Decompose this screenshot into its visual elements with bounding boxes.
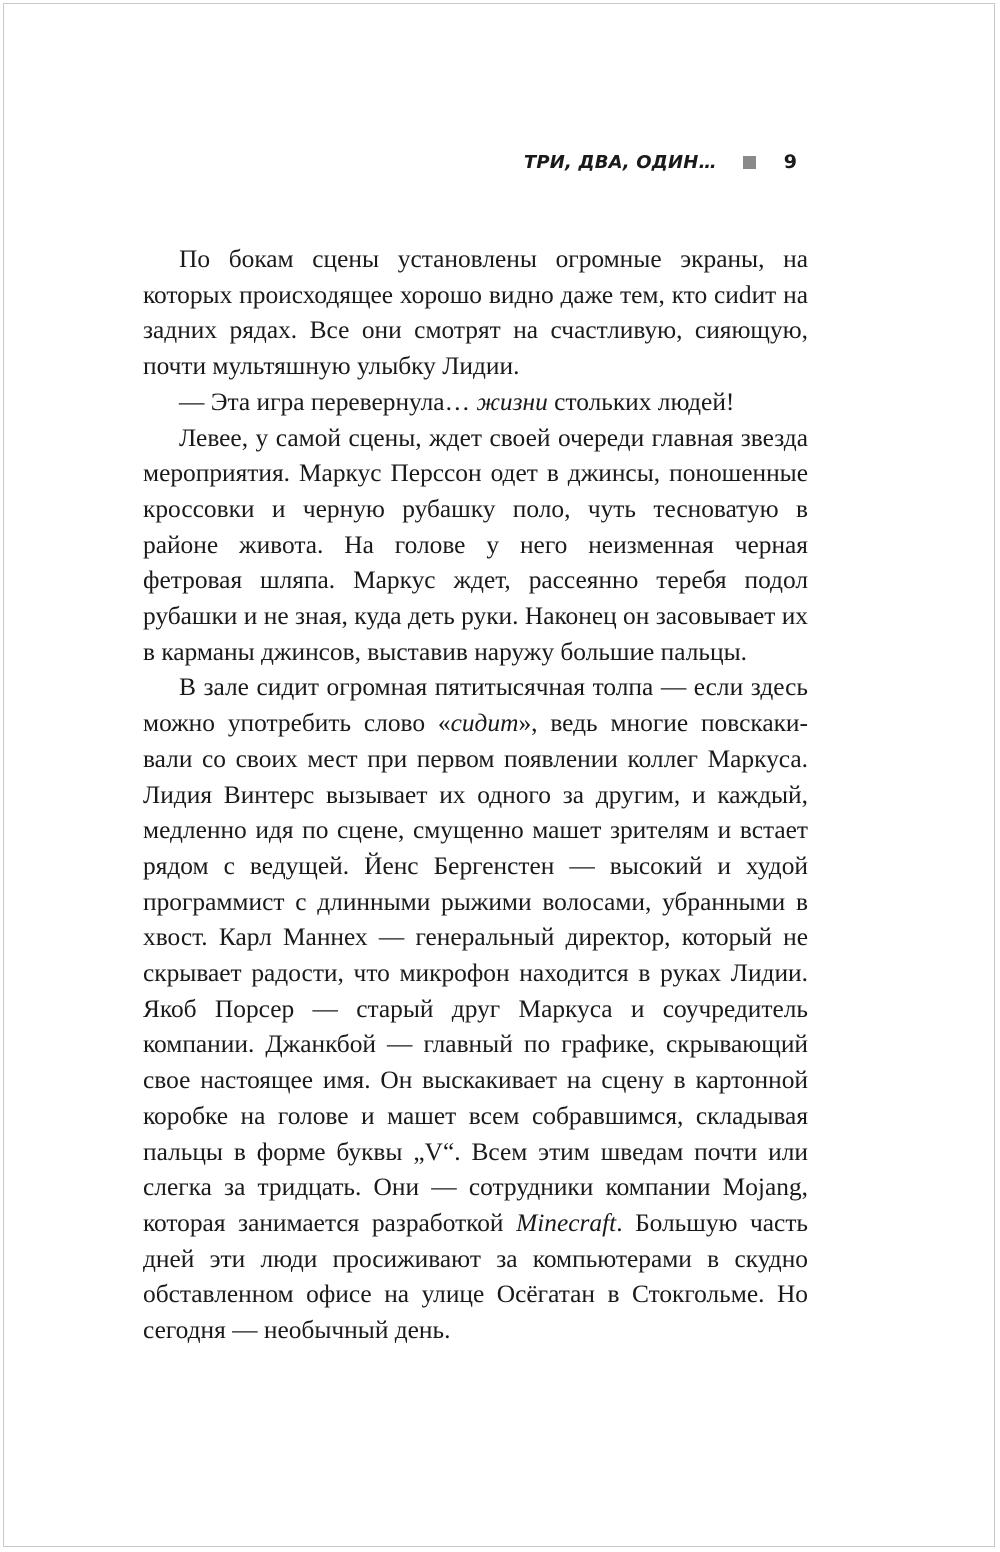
text-run: Левее, у самой сцены, ждет своей очереди главная звезда мероприятия. Маркус Перссон одет в джинсы, поношенные кроссовки и черную рубашку поло, чуть тесноватую в районе живота. На голове у него неизменная черная фетровая шляпа. Маркус ждет, рассеянно теребя подол рубашки и не зная, куда деть руки. Наконец он засовывает их в карманы джинсов, выставив наружу большие пальцы. (143, 423, 808, 666)
chapter-title: ТРИ, ДВА, ОДИН… (523, 151, 717, 173)
text-run: », ведь многие повскакивали со своих мест при первом появлении коллег Маркуса. Лидия Винтерс вызывает их одного за другим, и каждый, медленно идя по сцене, смущенно машет зрителям и встает рядом с ведущей. Йенс Бергенстен — высокий и худой программист с длинными рыжими волосами, убранными в хвост. Карл Маннех — генеральный директор, который не скрывает радости, что микрофон находится в руках Лидии. Якоб Порсер — старый друг Маркуса и соучредитель компании. Джанкбой — главный по графике, скрывающий свое настоящее имя. Он выскакивает на сцену в картонной коробке на голове и машет всем собравшимся, складывая пальцы в форме буквы „V“. Всем этим шведам почти или слегка за тридцать. Они — сотрудники компании Mojang, которая занимается разработкой (143, 709, 808, 1237)
text-run: . Большую часть дней эти люди просиживают за компьютерами в скудно обставленном офисе на улице Осёгатан в Стокгольме. Но сегодня — необычный день. (143, 1208, 809, 1345)
italic-text: сидит (450, 709, 519, 738)
text-run: — Эта игра перевернула… (179, 387, 477, 416)
paragraph (143, 385, 808, 421)
page-number: 9 (783, 151, 797, 173)
book-page (3, 3, 995, 1547)
text-run: В зале сидит огромная пятитысячная толпа — если здесь можно употребить слово « (143, 673, 808, 738)
paragraph (143, 242, 808, 385)
running-header (524, 147, 797, 177)
italic-text: Minecraft (516, 1208, 617, 1237)
square-separator-icon (743, 156, 756, 169)
body-text (143, 242, 808, 1349)
paragraph (143, 670, 808, 1348)
text-run: стольких людей! (547, 387, 735, 416)
paragraph (143, 421, 808, 671)
text-run: По бокам сцены установлены огромные экраны, на которых происходящее хорошо видно даже тем, кто сиdит на задних рядах. Все они смотрят на счастливую, сияющую, почти мультяшную улыбку Лидии. (143, 245, 808, 381)
italic-text: жизни (476, 387, 548, 416)
